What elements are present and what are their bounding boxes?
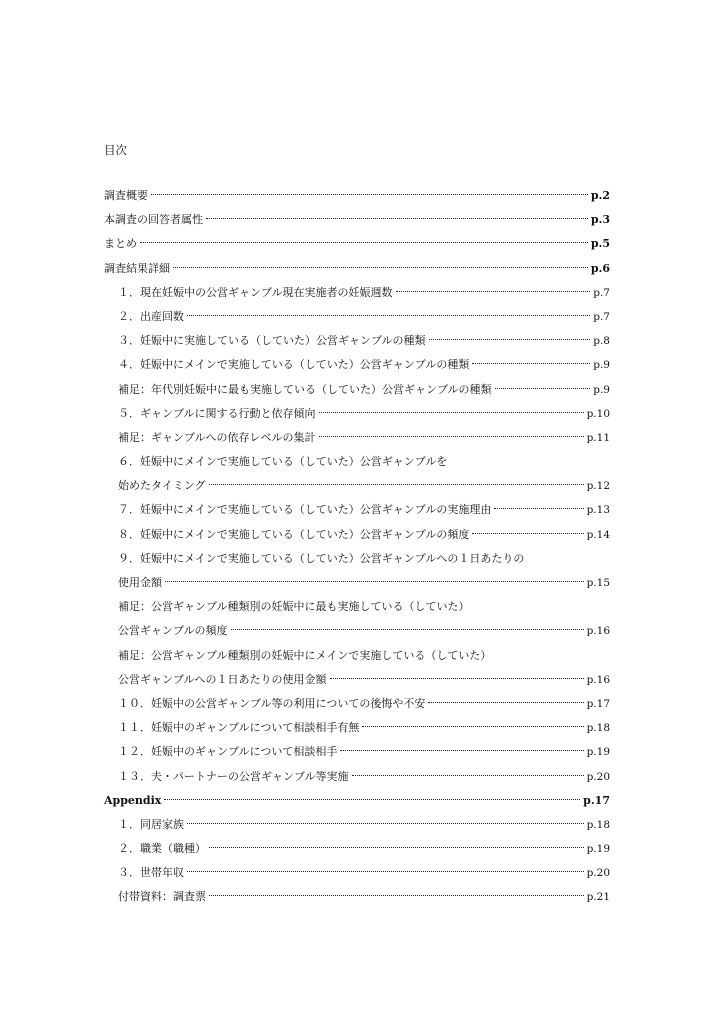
toc-entry-page-number: p.19 [586,746,610,759]
toc-entry-title: 調査概要 [104,189,148,202]
toc-entry [104,837,610,861]
dot-leader [472,363,590,364]
toc-entry [104,378,610,402]
toc-entry-title: ２．職業（職種） [118,842,206,856]
toc-entry [104,547,610,571]
dot-leader [151,194,588,195]
toc-entry-title: 始めたタイミング [118,479,206,493]
toc-entry [104,668,610,692]
dot-leader [164,799,580,800]
toc-entry-title: ８．妊娠中にメインで実施している（していた）公営ギャンブルの頻度 [118,527,470,541]
toc-entry [104,450,610,474]
dot-leader [187,315,590,316]
toc-entry [104,353,610,377]
toc-entry-page-number: p.17 [583,793,610,807]
toc-entry-page-number: p.5 [590,237,610,251]
toc-entry-title: ２．出産回数 [118,309,184,323]
toc-entry-title: 付帯資料：調査票 [118,890,206,904]
toc-entry-page-number: p.16 [586,625,610,638]
toc-entry-title: ６．妊娠中にメインで実施している（していた）公営ギャンブルを [118,455,448,469]
dot-leader [187,871,584,872]
dot-leader [472,533,583,534]
dot-leader [319,412,584,413]
toc-entry-title: １３．夫・パートナーの公営ギャンブル等実施 [118,769,349,783]
toc-entry [104,426,610,450]
toc-entry [104,329,610,353]
dot-leader [231,629,584,630]
toc-entry-title: ３．世帯年収 [118,866,184,880]
dot-leader [206,218,588,219]
toc-entry [104,474,610,498]
toc-entry-title: 使用金額 [118,576,162,589]
toc-entry [104,523,610,547]
toc-entry-title: １０．妊娠中の公営ギャンブル等の利用についての後悔や不安 [118,696,426,710]
toc-entry-page-number: p.13 [586,504,610,517]
toc-entry-page-number: p.10 [586,407,610,420]
dot-leader [396,291,591,292]
toc-entry-title: ５．ギャンブルに関する行動と依存傾向 [118,406,316,420]
toc-entry [104,305,610,329]
toc-entry [104,765,610,789]
toc-entry [104,716,610,740]
dot-leader [428,702,583,703]
toc-entry-title: 補足：ギャンブルへの依存レベルの集計 [118,430,316,444]
toc-entry [104,595,610,619]
dot-leader [209,484,584,485]
dot-leader [140,242,588,243]
toc-entry-page-number: p.18 [586,818,610,831]
toc-entry-title: １．現在妊娠中の公営ギャンブル現在実施者の妊娠週数 [118,285,393,299]
toc-entry [104,692,610,716]
dot-leader [429,339,591,340]
toc-entry [104,571,610,595]
toc-entry-title: １１．妊娠中のギャンブルについて相談相手有無 [118,721,360,735]
dot-leader [173,267,588,268]
toc-entry-page-number: p.7 [593,310,610,323]
toc-entry-page-number: p.14 [586,528,610,541]
dot-leader [494,508,583,509]
dot-leader [495,388,591,389]
toc-entry [104,232,610,256]
toc-entry-page-number: p.20 [586,770,610,783]
dot-leader [362,726,583,727]
dot-leader [209,847,584,848]
toc-entry-title: ４．妊娠中にメインで実施している（していた）公営ギャンブルの種類 [118,358,470,372]
toc-entry-title: １．同居家族 [118,817,184,831]
toc-entry-title: ９．妊娠中にメインで実施している（していた）公営ギャンブルへの１日あたりの [118,551,525,565]
toc-entry-title: 補足：公営ギャンブル種類別の妊娠中にメインで実施している（していた） [118,648,492,662]
table-of-contents [104,184,610,910]
toc-entry-title: Appendix [104,793,162,807]
toc-entry-title: ７．妊娠中にメインで実施している（していた）公営ギャンブルの実施理由 [118,503,492,517]
dot-leader [340,750,583,751]
dot-leader [352,775,584,776]
toc-entry [104,208,610,232]
toc-entry-title: 本調査の回答者属性 [104,213,203,227]
dot-leader [330,678,584,679]
toc-entry-page-number: p.21 [586,891,610,904]
toc-entry [104,885,610,909]
toc-entry-page-number: p.6 [590,261,610,275]
toc-entry [104,281,610,305]
toc-entry [104,257,610,281]
toc-heading: 目次 [104,143,127,157]
toc-entry-title: 補足：年代別妊娠中に最も実施している（していた）公営ギャンブルの種類 [118,382,492,396]
dot-leader [209,895,584,896]
dot-leader [187,823,584,824]
toc-entry-title: 補足：公営ギャンブル種類別の妊娠中に最も実施している（していた） [118,600,470,614]
toc-entry-page-number: p.19 [586,843,610,856]
toc-entry-page-number: p.2 [590,189,610,202]
toc-entry-title: 調査結果詳細 [104,261,170,275]
toc-entry [104,402,610,426]
dot-leader [319,436,584,437]
toc-entry-title: まとめ [104,237,137,251]
toc-entry-page-number: p.18 [586,722,610,735]
toc-entry [104,789,610,813]
toc-entry-page-number: p.9 [593,383,610,396]
toc-entry-title: ３．妊娠中に実施している（していた）公営ギャンブルの種類 [118,334,426,348]
toc-entry [104,184,610,208]
toc-entry-page-number: p.11 [586,431,610,444]
toc-entry-page-number: p.20 [586,867,610,880]
toc-entry-page-number: p.7 [593,286,610,299]
toc-entry-page-number: p.3 [590,213,610,227]
toc-entry-page-number: p.17 [586,697,610,710]
toc-entry-page-number: p.12 [586,480,610,493]
toc-entry [104,619,610,643]
toc-entry [104,644,610,668]
toc-entry [104,813,610,837]
toc-entry-page-number: p.9 [593,359,610,372]
toc-entry-title: 公営ギャンブルへの１日あたりの使用金額 [118,672,327,686]
toc-entry [104,861,610,885]
toc-entry-page-number: p.8 [593,335,610,348]
toc-entry [104,498,610,522]
toc-entry [104,740,610,764]
toc-entry-page-number: p.15 [586,577,610,589]
toc-entry-title: 公営ギャンブルの頻度 [118,624,228,638]
toc-entry-page-number: p.16 [586,673,610,686]
toc-entry-title: １２．妊娠中のギャンブルについて相談相手 [118,745,338,759]
dot-leader [165,581,584,582]
